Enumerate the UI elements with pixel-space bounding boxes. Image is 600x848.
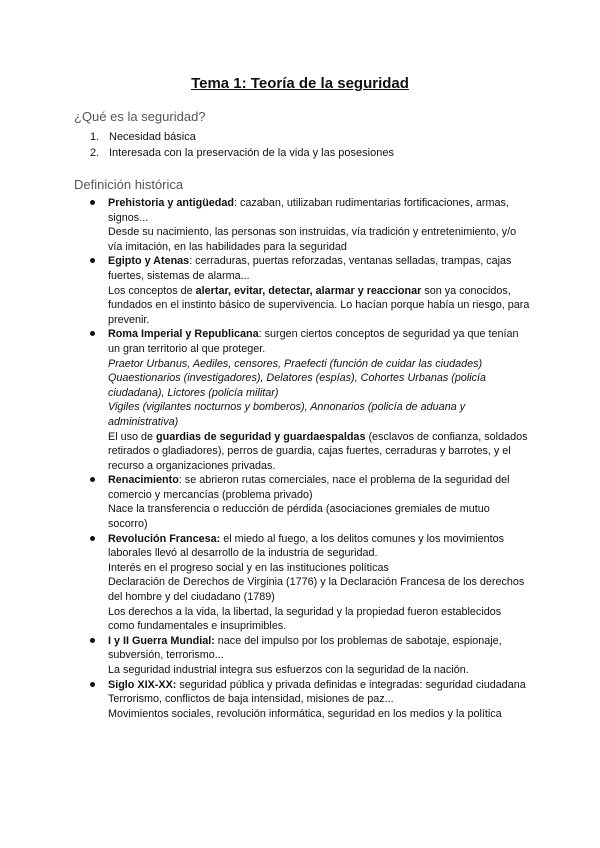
list-item-text: Necesidad básica <box>109 131 196 143</box>
italic-paragraph: Quaestionarios (investigadores), Delatores (espías), Cohortes Urbanas (policía ciudadana), Lictores (policía militar) <box>108 372 487 399</box>
paragraph <box>108 284 530 328</box>
paragraph: Interés en el progreso social y en las instituciones políticas <box>108 561 389 574</box>
italic-paragraph: Vigiles (vigilantes nocturnos y bomberos), Annonarios (policía de aduana y administrativa) <box>108 401 466 428</box>
bullet-guerra-mundial <box>90 634 530 678</box>
section-heading-definicion: Definición histórica <box>74 177 184 192</box>
bullet-egipto <box>90 254 530 327</box>
section-heading-que-es: ¿Qué es la seguridad? <box>74 109 206 124</box>
paragraph-bold: alertar, evitar, detectar, alarmar y reaccionar <box>195 284 422 297</box>
paragraph-text: Los conceptos de <box>108 284 196 297</box>
list-item <box>74 145 394 161</box>
bullet-text: el miedo al fuego, a los delitos comunes y los movimientos laborales llevó al desarrollo de la industria de seguridad. <box>108 532 505 560</box>
bullet-title: Egipto y Atenas <box>108 255 190 268</box>
bullet-dot-icon <box>90 200 95 205</box>
paragraph-bold: guardias de seguridad y guardaespaldas <box>156 430 366 443</box>
bullet-text: nace del impulso por los problemas de sabotaje, espionaje, subversión, terrorismo... <box>108 634 502 662</box>
numbered-list <box>74 129 394 161</box>
paragraph: Desde su nacimiento, las personas son instruidas, vía tradición y entretenimiento, y/o vía imitación, en las habilidades para la seguridad <box>108 226 517 253</box>
history-bullet-list <box>90 196 530 721</box>
bullet-text: seguridad pública y privada definidas e integradas: seguridad ciudadana <box>176 678 526 691</box>
paragraph: Terrorismo, conflictos de baja intensidad, misiones de paz... <box>108 693 394 706</box>
bullet-text: : se abrieron rutas comerciales, nace el problema de la seguridad del comercio y mercancías (problema privado) <box>108 474 510 501</box>
page-title: Tema 1: Teoría de la seguridad <box>191 75 409 92</box>
bullet-dot-icon <box>90 682 95 687</box>
bullet-title: I y II Guerra Mundial: <box>108 634 215 647</box>
list-item-text: Interesada con la preservación de la vida y las posesiones <box>109 147 394 159</box>
bullet-dot-icon <box>90 638 95 643</box>
bullet-title: Roma Imperial y Republicana <box>108 328 259 341</box>
paragraph: Nace la transferencia o reducción de pérdida (asociaciones gremiales de mutuo socorro) <box>108 503 490 531</box>
paragraph-text: El uso de <box>108 430 157 443</box>
paragraph: La seguridad industrial integra sus esfuerzos con la seguridad de la nación. <box>108 664 469 676</box>
bullet-text: : cazaban, utilizaban rudimentarias fortificaciones, armas, signos... <box>108 197 509 224</box>
bullet-renacimiento <box>90 473 530 531</box>
bullet-text: : cerraduras, puertas reforzadas, ventanas selladas, trampas, cajas fuertes, sistemas de alarma... <box>108 255 512 282</box>
bullet-dot-icon <box>90 536 95 541</box>
italic-paragraph: Praetor Urbanus, Aediles, censores, Praefecti (función de cuidar las ciudades) <box>108 357 483 370</box>
paragraph-text: (esclavos de confianza, soldados retirados o gladiadores), perros de guardia, cajas fuertes, cerraduras y barrotes, y el recurso a organizaciones privadas. <box>108 430 528 472</box>
paragraph: Los derechos a la vida, la libertad, la seguridad y la propiedad fueron establecidos como fundamentales e insuprimibles. <box>108 605 502 633</box>
bullet-title: Renacimiento <box>108 474 179 487</box>
list-number: 2. <box>90 147 100 159</box>
paragraph: Movimientos sociales, revolución informática, seguridad en los medios y la política <box>108 707 502 720</box>
bullet-title: Revolución Francesa: <box>108 532 221 545</box>
bullet-prehistoria <box>90 196 530 254</box>
bullet-title: Siglo XIX-XX: <box>108 678 177 691</box>
list-number: 1. <box>90 131 100 143</box>
paragraph <box>108 430 530 474</box>
paragraph-text: son ya conocidos, fundados en el instinto básico de supervivencia. Lo hacían porque había un riesgo, para prevenir. <box>108 284 530 326</box>
bullet-text: : surgen ciertos conceptos de seguridad ya que tenían un gran territorio al que proteger. <box>108 328 519 355</box>
paragraph: Declaración de Derechos de Virginia (1776) y la Declaración Francesa de los derechos del hombre y del ciudadano (1789) <box>108 576 525 604</box>
bullet-roma <box>90 327 530 473</box>
bullet-title: Prehistoria y antigüedad <box>108 197 234 209</box>
list-item <box>74 129 394 145</box>
bullet-dot-icon <box>90 477 95 482</box>
bullet-siglo-xix-xx <box>90 678 530 722</box>
bullet-dot-icon <box>90 258 95 263</box>
bullet-dot-icon <box>90 331 95 336</box>
bullet-revolucion-francesa <box>90 532 530 634</box>
